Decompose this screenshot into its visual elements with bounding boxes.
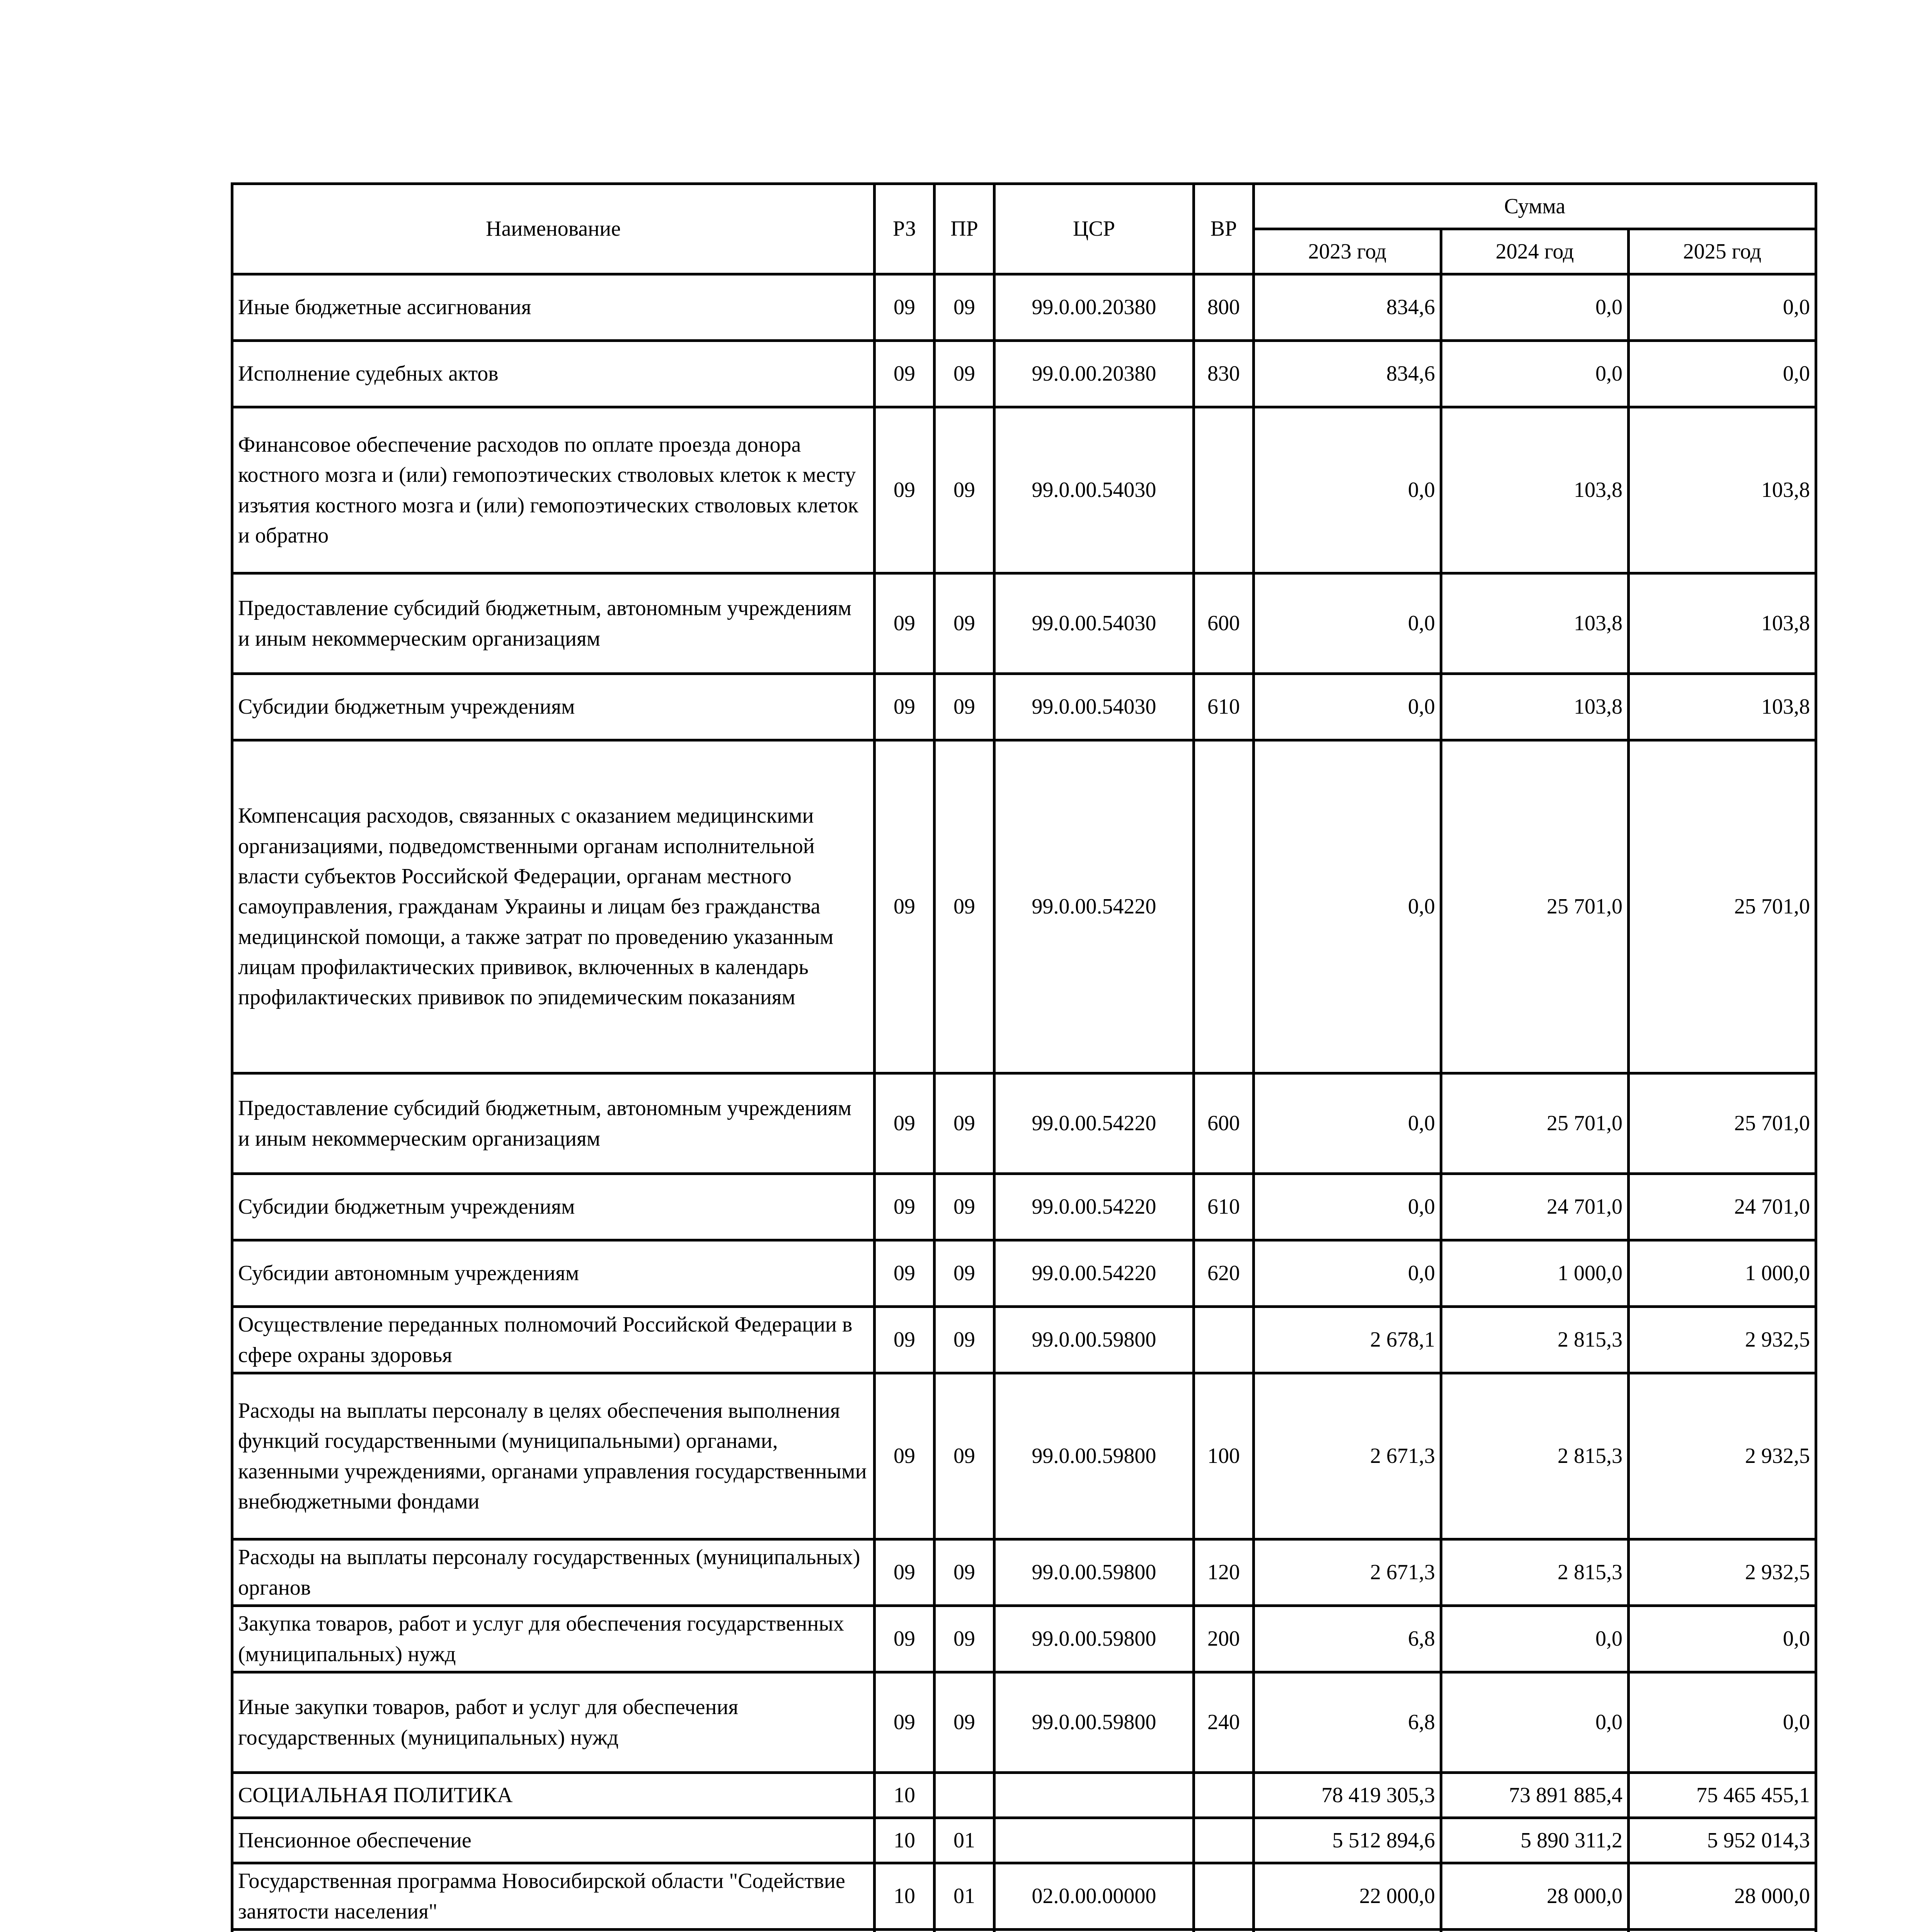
cell-2025: 28 000,0 [1629,1863,1816,1930]
cell-2023: 6,8 [1254,1606,1441,1672]
cell-2024: 2 815,3 [1441,1539,1629,1606]
cell-2025: 0,0 [1629,341,1816,407]
cell-2025: 75 465 455,1 [1629,1773,1816,1818]
table-row [232,740,1816,1073]
cell-pr: 01 [935,1863,994,1930]
cell-2025: 0,0 [1629,1606,1816,1672]
cell-2024: 2 815,3 [1441,1373,1629,1539]
cell-name: Государственная программа Новосибирской области "Содействие занятости населения" [232,1863,875,1930]
cell-rz [875,1930,935,1932]
cell-rz: 09 [875,274,935,341]
cell-csr: 02.0.00.00000 [994,1863,1194,1930]
cell-2025: 103,8 [1629,407,1816,573]
table-row [232,1174,1816,1240]
cell-2024: 73 891 885,4 [1441,1773,1629,1818]
cell-vr: 100 [1194,1373,1254,1539]
table-row [232,1073,1816,1174]
cell-csr: 99.0.00.20380 [994,274,1194,341]
cell-rz: 10 [875,1863,935,1930]
cell-2023 [1254,1930,1441,1932]
cell-csr: 99.0.00.59800 [994,1307,1194,1373]
cell-name [232,1930,875,1932]
cell-2025: 5 952 014,3 [1629,1818,1816,1863]
cell-rz: 09 [875,1373,935,1539]
cell-rz: 09 [875,674,935,740]
cell-pr: 09 [935,1672,994,1773]
cell-2024: 0,0 [1441,341,1629,407]
cell-vr: 800 [1194,274,1254,341]
table-row [232,1373,1816,1539]
header-name: Наименование [232,184,875,274]
cell-csr: 99.0.00.59800 [994,1672,1194,1773]
cell-pr: 01 [935,1818,994,1863]
cell-2025: 25 701,0 [1629,1073,1816,1174]
cell-pr: 09 [935,1174,994,1240]
cell-2025: 0,0 [1629,1672,1816,1773]
cell-2024: 103,8 [1441,407,1629,573]
cell-2024: 103,8 [1441,674,1629,740]
cell-2023: 0,0 [1254,407,1441,573]
table-row [232,407,1816,573]
cell-2023: 22 000,0 [1254,1863,1441,1930]
cell-pr [935,1930,994,1932]
cell-2024: 1 000,0 [1441,1240,1629,1307]
cell-2025: 24 701,0 [1629,1174,1816,1240]
cell-2025: 103,8 [1629,674,1816,740]
cell-name: Расходы на выплаты персоналу государственных (муниципальных) органов [232,1539,875,1606]
cell-rz: 10 [875,1818,935,1863]
cell-pr: 09 [935,1073,994,1174]
cell-vr [1194,407,1254,573]
header-pr: ПР [935,184,994,274]
cell-pr: 09 [935,573,994,674]
cell-vr: 600 [1194,573,1254,674]
table-body [232,274,1816,1932]
cell-2024 [1441,1930,1629,1932]
cell-2024: 0,0 [1441,1606,1629,1672]
cell-2025: 103,8 [1629,573,1816,674]
table-row [232,1606,1816,1672]
cell-2023: 5 512 894,6 [1254,1818,1441,1863]
cell-rz: 09 [875,341,935,407]
cell-name: Пенсионное обеспечение [232,1818,875,1863]
cell-csr [994,1818,1194,1863]
table-row [232,341,1816,407]
cell-name: Осуществление переданных полномочий Российской Федерации в сфере охраны здоровья [232,1307,875,1373]
table-row [232,1818,1816,1863]
cell-2025: 2 932,5 [1629,1307,1816,1373]
cell-vr: 620 [1194,1240,1254,1307]
cell-pr: 09 [935,1307,994,1373]
cell-vr [1194,1307,1254,1373]
cell-pr: 09 [935,274,994,341]
cell-pr: 09 [935,1606,994,1672]
cell-2025: 0,0 [1629,274,1816,341]
cell-2024: 2 815,3 [1441,1307,1629,1373]
cell-csr: 99.0.00.59800 [994,1606,1194,1672]
cell-rz: 09 [875,1240,935,1307]
cell-vr: 120 [1194,1539,1254,1606]
cell-vr [1194,1863,1254,1930]
cell-2025 [1629,1930,1816,1932]
cell-name: Предоставление субсидий бюджетным, автономным учреждениям и иным некоммерческим организациям [232,1073,875,1174]
cell-2023: 2 678,1 [1254,1307,1441,1373]
cell-2024: 24 701,0 [1441,1174,1629,1240]
cell-vr [1194,1930,1254,1932]
table-row [232,674,1816,740]
cell-csr: 99.0.00.54030 [994,674,1194,740]
cell-2023: 834,6 [1254,341,1441,407]
cell-name: Субсидии бюджетным учреждениям [232,674,875,740]
cell-csr: 99.0.00.59800 [994,1539,1194,1606]
cell-rz: 09 [875,740,935,1073]
cell-vr: 610 [1194,1174,1254,1240]
cell-rz: 09 [875,1539,935,1606]
table-header [232,184,1816,274]
cell-vr: 240 [1194,1672,1254,1773]
cell-csr [994,1930,1194,1932]
cell-2023: 0,0 [1254,1073,1441,1174]
cell-rz: 09 [875,1307,935,1373]
cell-name: Исполнение судебных актов [232,341,875,407]
cell-vr: 610 [1194,674,1254,740]
cell-csr: 99.0.00.54220 [994,1174,1194,1240]
cell-2024: 0,0 [1441,274,1629,341]
cell-2024: 5 890 311,2 [1441,1818,1629,1863]
cell-vr: 600 [1194,1073,1254,1174]
cell-rz: 09 [875,1606,935,1672]
cell-2025: 1 000,0 [1629,1240,1816,1307]
cell-rz: 09 [875,1174,935,1240]
table-row [232,1307,1816,1373]
cell-pr: 09 [935,1240,994,1307]
cell-rz: 09 [875,573,935,674]
cell-name: Финансовое обеспечение расходов по оплате проезда донора костного мозга и (или) гемопоэтических стволовых клеток к месту изъятия костного мозга и (или) гемопоэтических стволовых клеток и обратно [232,407,875,573]
table-row [232,1930,1816,1932]
cell-name: Иные закупки товаров, работ и услуг для обеспечения государственных (муниципальных) нужд [232,1672,875,1773]
cell-2023: 0,0 [1254,740,1441,1073]
cell-name: Компенсация расходов, связанных с оказанием медицинскими организациями, подведомственными органам исполнительной власти субъектов Российской Федерации, органам местного самоуправления, гражданам Украины и лицам без гражданства медицинской помощи, а также затрат по проведению указанным лицам профилактических прививок, включенных в календарь профилактических прививок по эпидемическим показаниям [232,740,875,1073]
cell-rz: 09 [875,1073,935,1174]
header-csr: ЦСР [994,184,1194,274]
table-row [232,1863,1816,1930]
cell-csr: 99.0.00.54220 [994,1073,1194,1174]
cell-name: Закупка товаров, работ и услуг для обеспечения государственных (муниципальных) нужд [232,1606,875,1672]
cell-name: Субсидии автономным учреждениям [232,1240,875,1307]
budget-table [231,182,1817,1932]
cell-2023: 2 671,3 [1254,1373,1441,1539]
header-year-2023: 2023 год [1254,229,1441,274]
cell-vr [1194,740,1254,1073]
cell-csr: 99.0.00.54220 [994,740,1194,1073]
cell-pr: 09 [935,407,994,573]
cell-name: Предоставление субсидий бюджетным, автономным учреждениям и иным некоммерческим организациям [232,573,875,674]
cell-2023: 6,8 [1254,1672,1441,1773]
cell-pr: 09 [935,740,994,1073]
cell-pr: 09 [935,1539,994,1606]
cell-2024: 28 000,0 [1441,1863,1629,1930]
header-year-2025: 2025 год [1629,229,1816,274]
cell-rz: 09 [875,1672,935,1773]
cell-pr: 09 [935,341,994,407]
table-row [232,1539,1816,1606]
cell-csr: 99.0.00.54030 [994,573,1194,674]
cell-vr [1194,1818,1254,1863]
cell-name: Расходы на выплаты персоналу в целях обеспечения выполнения функций государственными (муниципальными) органами, казенными учреждениями, органами управления государственными внебюджетными фондами [232,1373,875,1539]
header-rz: РЗ [875,184,935,274]
cell-vr: 200 [1194,1606,1254,1672]
cell-csr: 99.0.00.59800 [994,1373,1194,1539]
cell-rz: 09 [875,407,935,573]
cell-2025: 25 701,0 [1629,740,1816,1073]
cell-2023: 78 419 305,3 [1254,1773,1441,1818]
cell-name: СОЦИАЛЬНАЯ ПОЛИТИКА [232,1773,875,1818]
cell-vr: 830 [1194,341,1254,407]
table-row [232,1773,1816,1818]
cell-2024: 25 701,0 [1441,1073,1629,1174]
cell-2024: 0,0 [1441,1672,1629,1773]
table-row [232,274,1816,341]
table-row [232,1240,1816,1307]
cell-pr [935,1773,994,1818]
cell-pr: 09 [935,1373,994,1539]
cell-2024: 103,8 [1441,573,1629,674]
table-row [232,1672,1816,1773]
cell-csr: 99.0.00.54030 [994,407,1194,573]
cell-2023: 0,0 [1254,573,1441,674]
cell-name: Иные бюджетные ассигнования [232,274,875,341]
cell-2023: 2 671,3 [1254,1539,1441,1606]
cell-csr: 99.0.00.54220 [994,1240,1194,1307]
cell-2023: 0,0 [1254,1174,1441,1240]
cell-2025: 2 932,5 [1629,1373,1816,1539]
cell-2023: 0,0 [1254,674,1441,740]
header-vr: ВР [1194,184,1254,274]
cell-2023: 0,0 [1254,1240,1441,1307]
cell-csr: 99.0.00.20380 [994,341,1194,407]
cell-name: Субсидии бюджетным учреждениям [232,1174,875,1240]
cell-csr [994,1773,1194,1818]
cell-vr [1194,1773,1254,1818]
cell-2025: 2 932,5 [1629,1539,1816,1606]
cell-2024: 25 701,0 [1441,740,1629,1073]
cell-rz: 10 [875,1773,935,1818]
header-year-2024: 2024 год [1441,229,1629,274]
header-sum: Сумма [1254,184,1816,229]
cell-pr: 09 [935,674,994,740]
cell-2023: 834,6 [1254,274,1441,341]
table-row [232,573,1816,674]
